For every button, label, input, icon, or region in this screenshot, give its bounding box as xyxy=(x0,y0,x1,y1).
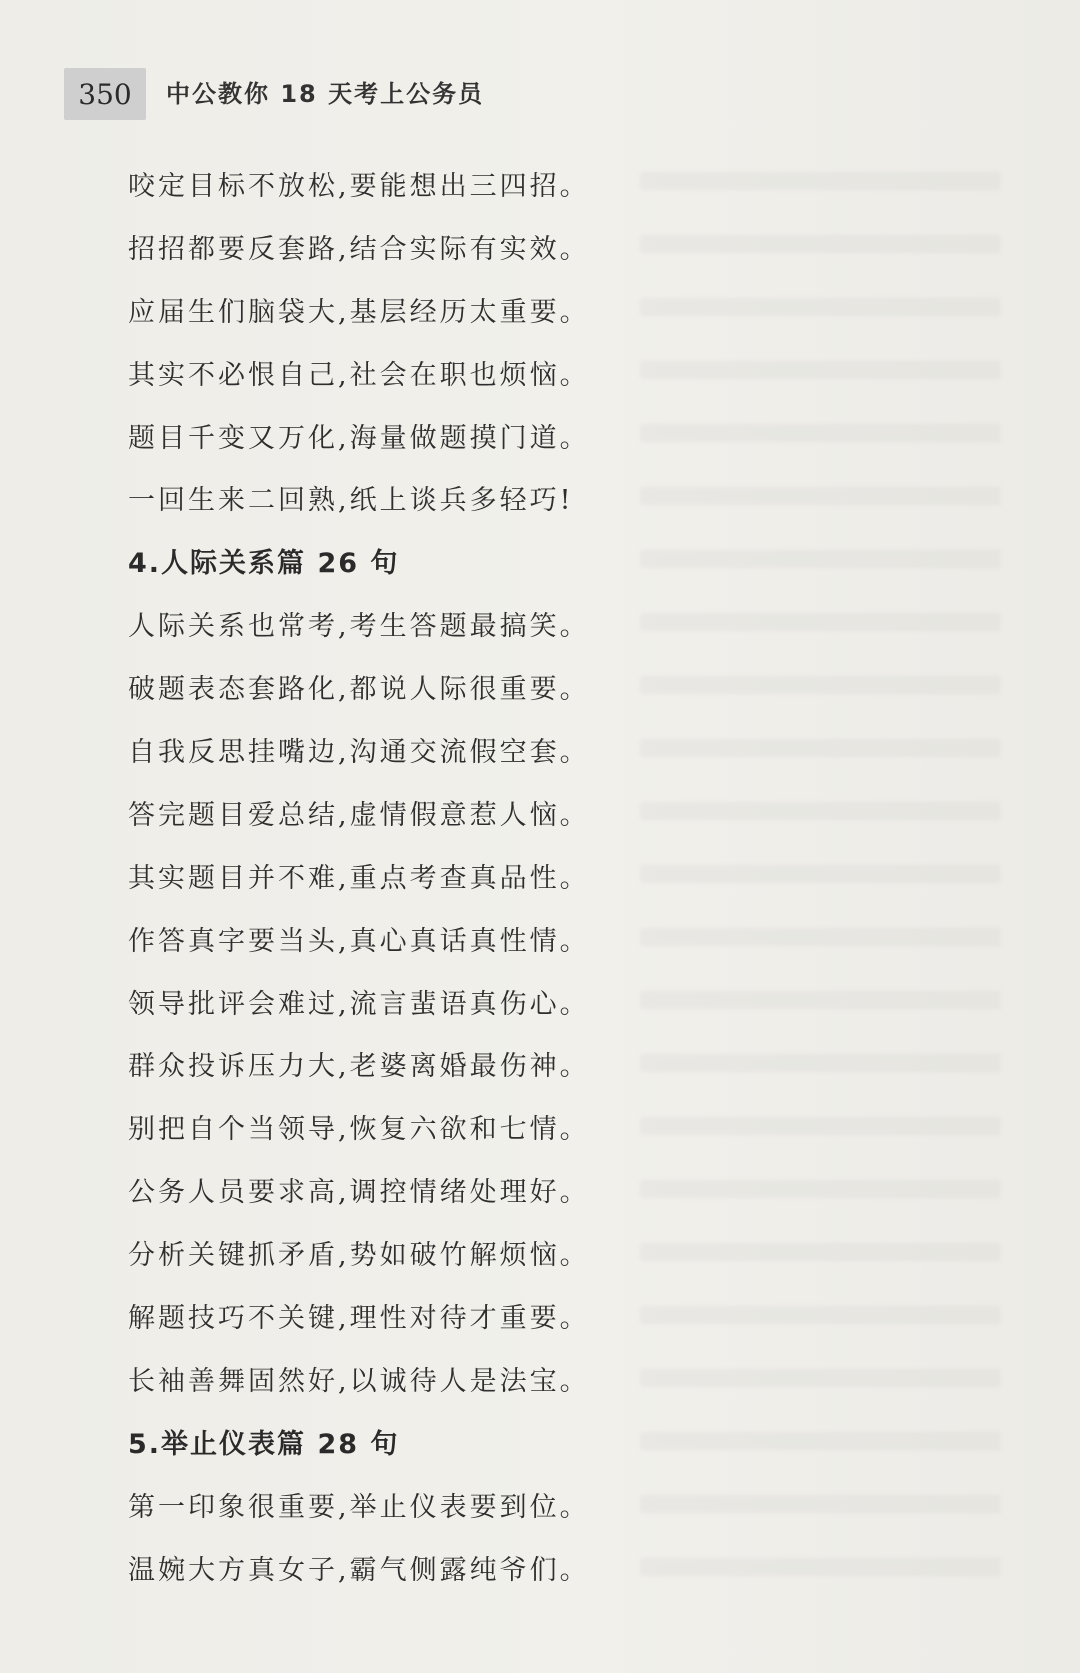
verse-line: 答完题目爱总结,虚情假意惹人恼。 xyxy=(128,799,590,831)
verse-line: 其实题目并不难,重点考查真品性。 xyxy=(128,862,590,894)
verse-line: 分析关键抓矛盾,势如破竹解烦恼。 xyxy=(128,1240,590,1272)
section-heading: 4.人际关系篇 26 句 xyxy=(128,548,400,580)
running-header-title: 中公教你 18 天考上公务员 xyxy=(166,80,485,108)
verse-line: 一回生来二回熟,纸上谈兵多轻巧! xyxy=(128,485,574,517)
page-number-text: 350 xyxy=(78,77,132,111)
verse-line: 群众投诉压力大,老婆离婚最伤神。 xyxy=(128,1051,590,1083)
body-text xyxy=(128,156,748,1602)
verse-line: 题目千变又万化,海量做题摸门道。 xyxy=(128,422,590,454)
verse-line: 招招都要反套路,结合实际有实效。 xyxy=(128,233,590,265)
verse-line: 别把自个当领导,恢复六欲和七情。 xyxy=(128,1114,590,1146)
verse-line: 解题技巧不关键,理性对待才重要。 xyxy=(128,1303,590,1335)
verse-line: 咬定目标不放松,要能想出三四招。 xyxy=(128,171,590,202)
verse-line: 自我反思挂嘴边,沟通交流假空套。 xyxy=(128,737,590,769)
verse-line: 第一印象很重要,举止仪表要到位。 xyxy=(128,1491,590,1523)
verse-line: 作答真字要当头,真心真话真性情。 xyxy=(128,925,590,957)
verse-line: 其实不必恨自己,社会在职也烦恼。 xyxy=(128,359,590,391)
page-number xyxy=(64,68,146,120)
section-heading: 5.举止仪表篇 28 句 xyxy=(128,1428,400,1460)
verse-line: 应届生们脑袋大,基层经历太重要。 xyxy=(128,296,590,328)
verse-line: 人际关系也常考,考生答题最搞笑。 xyxy=(128,611,590,643)
verse-line: 领导批评会难过,流言蜚语真伤心。 xyxy=(128,988,590,1020)
verse-line: 温婉大方真女子,霸气侧露纯爷们。 xyxy=(128,1554,590,1586)
verse-line: 长袖善舞固然好,以诚待人是法宝。 xyxy=(128,1365,590,1397)
verse-line: 破题表态套路化,都说人际很重要。 xyxy=(128,674,590,706)
verse-line: 公务人员要求高,调控情绪处理好。 xyxy=(128,1177,590,1209)
